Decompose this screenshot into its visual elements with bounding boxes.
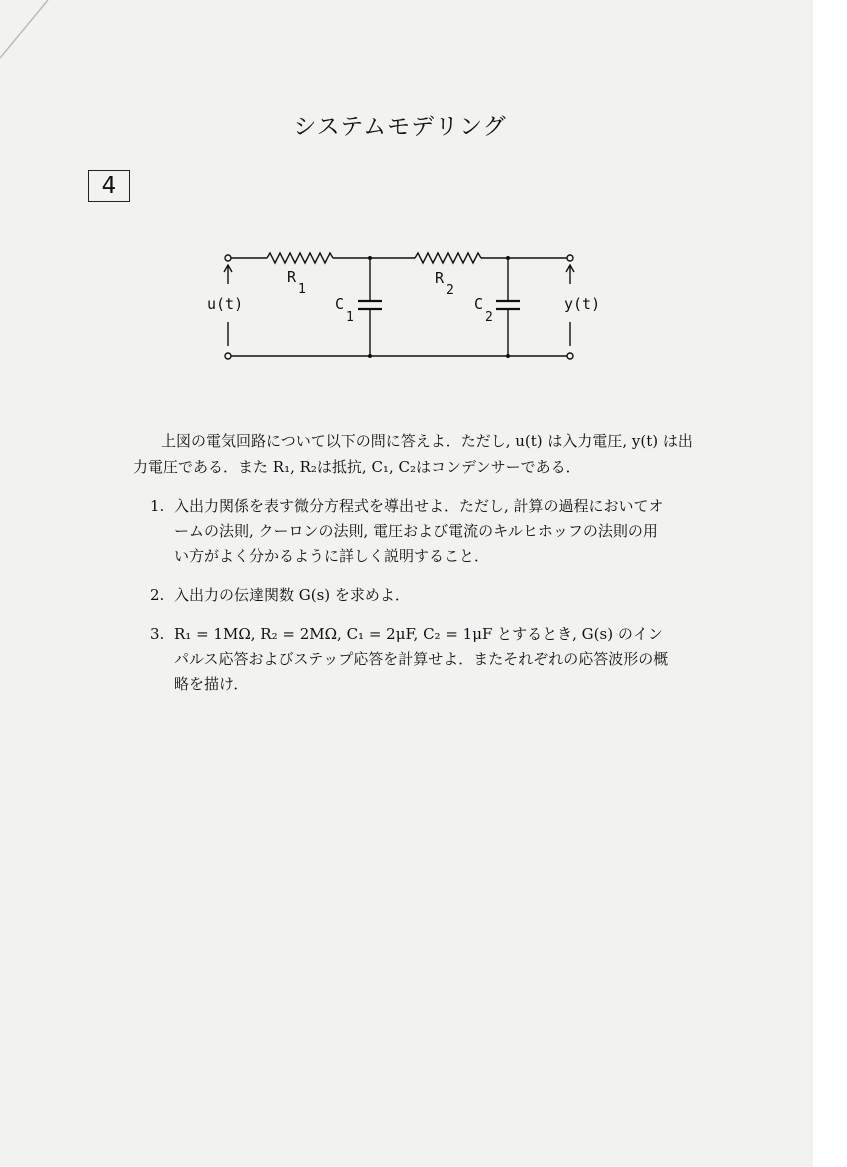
question-text: 入出力の伝達関数 G(s) を求めよ．: [174, 586, 410, 604]
junction-node: [506, 354, 510, 358]
problem-number-box: 4: [88, 170, 130, 202]
question-text: 入出力関係を表す微分方程式を導出せよ．ただし, 計算の過程においてオームの法則, クーロンの法則, 電圧および電流のキルヒホッフの法則の用い方がよく分かるように詳しく説明すること．: [174, 497, 664, 565]
folded-corner: [0, 0, 60, 70]
c1-label: C: [335, 295, 345, 313]
question-item: [150, 583, 670, 608]
page-edge: [813, 0, 847, 1167]
question-number: 1.: [150, 497, 165, 515]
input-terminal-top: [225, 255, 231, 261]
input-terminal-bottom: [225, 353, 231, 359]
question-text: R₁ = 1MΩ, R₂ = 2MΩ, C₁ = 2μF, C₂ = 1μF とするとき, G(s) のインパルス応答およびステップ応答を計算せよ．またそれぞれの応答波形の概略を描け．: [174, 625, 669, 693]
r2-subscript: 2: [446, 283, 454, 298]
intro-text: 上図の電気回路について以下の問に答えよ．ただし, u(t) は入力電圧, y(t) は出力電圧である．また R₁, R₂は抵抗, C₁, C₂はコンデンサーである．: [133, 432, 693, 476]
c1-subscript: 1: [346, 310, 354, 325]
question-list: [150, 494, 670, 711]
c2-subscript: 2: [485, 310, 493, 325]
input-voltage-label: u(t): [207, 295, 244, 313]
circuit-diagram: [195, 240, 625, 370]
question-number: 3.: [150, 625, 165, 643]
resistor-r2: [415, 253, 481, 263]
junction-node: [368, 256, 372, 260]
r2-label: R: [435, 269, 445, 287]
r1-subscript: 1: [298, 282, 306, 297]
question-item: [150, 622, 670, 697]
output-terminal-top: [567, 255, 573, 261]
page-title: システムモデリング: [293, 114, 507, 140]
c2-label: C: [474, 295, 484, 313]
output-voltage-label: y(t): [564, 295, 601, 313]
junction-node: [368, 354, 372, 358]
question-item: [150, 494, 670, 569]
problem-intro: [133, 428, 693, 480]
junction-node: [506, 256, 510, 260]
question-number: 2.: [150, 586, 165, 604]
output-terminal-bottom: [567, 353, 573, 359]
r1-label: R: [287, 268, 297, 286]
resistor-r1: [267, 253, 333, 263]
